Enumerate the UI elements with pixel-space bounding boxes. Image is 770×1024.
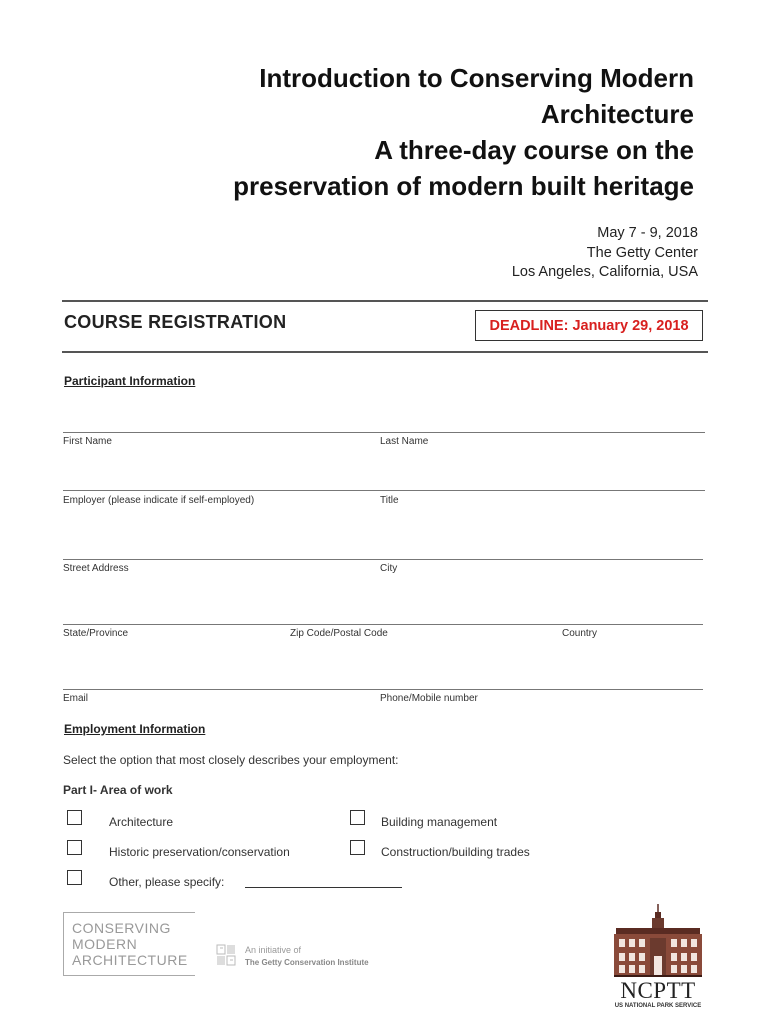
- logo-line: CONSERVING: [72, 920, 171, 936]
- ncptt-wordmark: NCPTT: [620, 978, 696, 1003]
- participant-heading: Participant Information: [64, 374, 196, 388]
- email-label: Email: [63, 693, 89, 704]
- getty-mark-icon: [216, 944, 236, 966]
- building-icon: [610, 904, 706, 978]
- name-line[interactable]: [63, 432, 705, 433]
- employment-heading: Employment Information: [64, 722, 206, 736]
- document-title: [134, 60, 694, 204]
- historic-preservation-checkbox[interactable]: [67, 840, 82, 855]
- conserving-modern-architecture-logo: [63, 912, 223, 976]
- event-venue: The Getty Center: [586, 244, 698, 261]
- event-dates: May 7 - 9, 2018: [597, 225, 698, 241]
- logo-wordmark: [72, 920, 188, 968]
- divider-top: [62, 300, 708, 302]
- employer-label: Employer (please indicate if self-employed): [63, 495, 255, 506]
- logo-line: MODERN: [72, 936, 138, 952]
- title-line: Architecture: [540, 99, 694, 129]
- part1-heading: Part I- Area of work: [63, 783, 173, 797]
- getty-institute-text: The Getty Conservation Institute: [245, 958, 369, 967]
- street-label: Street Address: [63, 563, 129, 574]
- contact-line[interactable]: [63, 689, 703, 690]
- divider-bottom: [62, 351, 708, 353]
- address-line[interactable]: [63, 559, 703, 560]
- historic-preservation-label: Historic preservation/conservation: [109, 845, 290, 859]
- city-label: City: [380, 563, 398, 574]
- architecture-label: Architecture: [109, 815, 174, 829]
- building-management-checkbox[interactable]: [350, 810, 365, 825]
- region-line[interactable]: [63, 624, 703, 625]
- registration-heading: COURSE REGISTRATION: [64, 312, 287, 332]
- country-label: Country: [562, 628, 598, 639]
- building-management-label: Building management: [381, 815, 498, 829]
- title-label: Title: [380, 495, 399, 506]
- getty-initiative-text: An initiative of: [245, 945, 302, 955]
- other-checkbox[interactable]: [67, 870, 82, 885]
- ncptt-subtitle: US NATIONAL PARK SERVICE: [614, 1003, 702, 1009]
- event-location: Los Angeles, California, USA: [511, 264, 698, 280]
- first-name-label: First Name: [63, 436, 112, 447]
- last-name-label: Last Name: [380, 436, 429, 447]
- ncptt-logo: [610, 904, 706, 1012]
- other-label: Other, please specify:: [109, 875, 225, 889]
- employer-line[interactable]: [63, 490, 705, 491]
- other-specify-field[interactable]: [245, 887, 402, 888]
- phone-label: Phone/Mobile number: [380, 693, 478, 704]
- title-line: Introduction to Conserving Modern: [259, 63, 694, 93]
- deadline-text: DEADLINE: January 29, 2018: [489, 317, 689, 334]
- architecture-checkbox[interactable]: [67, 810, 82, 825]
- construction-checkbox[interactable]: [350, 840, 365, 855]
- logo-line: ARCHITECTURE: [72, 952, 188, 968]
- zip-label: Zip Code/Postal Code: [290, 628, 388, 639]
- event-info: [512, 224, 698, 283]
- getty-initiative-logo: [216, 944, 376, 970]
- state-label: State/Province: [63, 628, 129, 639]
- construction-label: Construction/building trades: [381, 845, 530, 859]
- title-line: A three-day course on the: [374, 135, 694, 165]
- deadline-box: [475, 310, 703, 341]
- title-line: preservation of modern built heritage: [233, 171, 694, 201]
- employment-instruction: Select the option that most closely describes your employment:: [63, 753, 399, 767]
